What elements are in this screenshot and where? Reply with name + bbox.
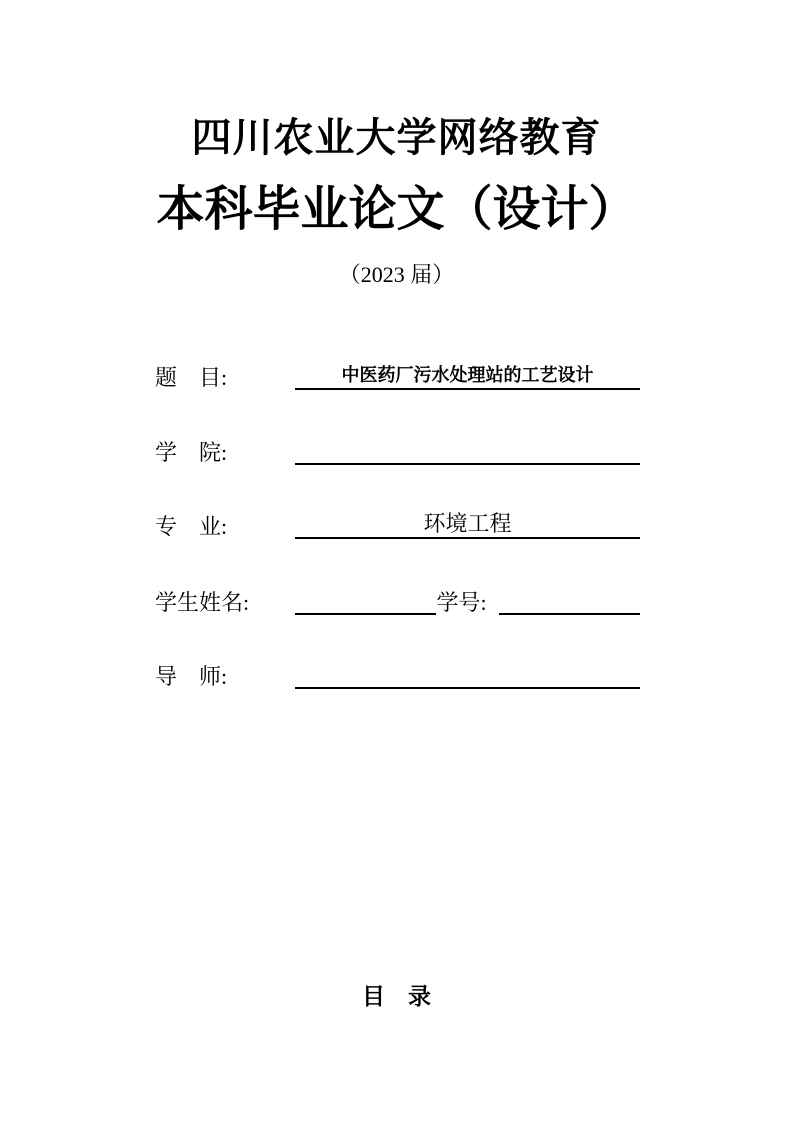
advisor-field — [295, 686, 640, 689]
major-label: 专 业: — [155, 513, 228, 539]
topic-label: 题 目: — [155, 364, 228, 390]
form-row-advisor — [155, 655, 640, 689]
graduation-year: （2023 届） — [338, 262, 455, 287]
advisor-label: 导 师: — [155, 663, 228, 689]
toc-heading: 目 录 — [362, 984, 431, 1009]
college-field — [295, 462, 640, 465]
student-id-label: 学号: — [436, 589, 487, 615]
thesis-title: 本科毕业论文（设计） — [156, 183, 637, 236]
form-row-major — [155, 505, 640, 539]
college-label: 学 院: — [155, 439, 228, 465]
student-id-field — [499, 612, 640, 615]
form-row-topic — [155, 356, 640, 390]
student-name-field — [295, 612, 436, 615]
student-name-label: 学生姓名: — [155, 589, 250, 615]
form-row-student — [155, 581, 640, 615]
major-field: 环境工程 — [295, 511, 640, 539]
form-row-college — [155, 431, 640, 465]
university-title: 四川农业大学网络教育 — [191, 115, 602, 160]
topic-field: 中医药厂污水处理站的工艺设计 — [295, 363, 640, 390]
